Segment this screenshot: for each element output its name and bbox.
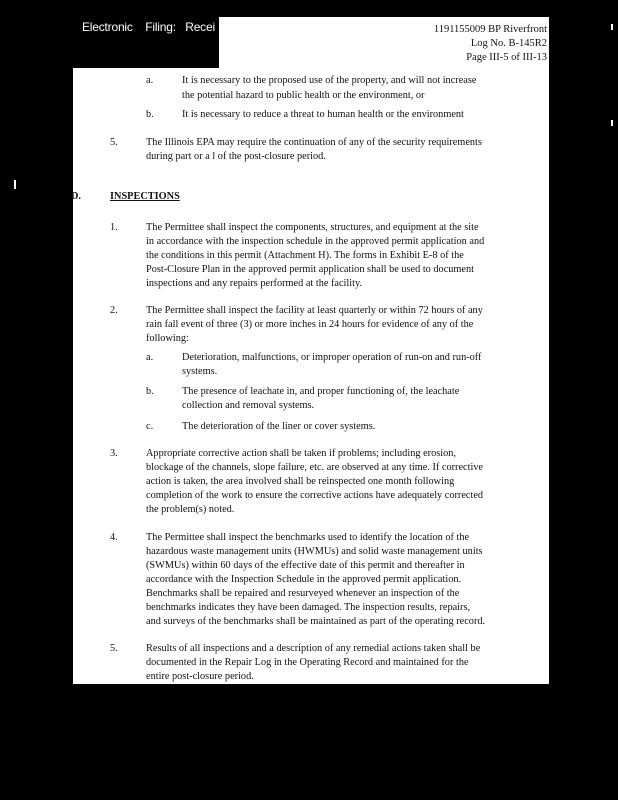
text-line: inspections and any repairs performed at the facility.: [146, 278, 363, 289]
text-line: action is taken, the area involved shall be reinspected one month following: [146, 476, 455, 487]
text-line: completion of the work to ensure the corrective actions have adequately corrected: [146, 490, 484, 501]
item-label: a.: [146, 75, 154, 86]
text-line: The Permittee shall inspect the benchmarks used to identify the location of the: [146, 532, 470, 543]
document-page: [73, 68, 549, 684]
text-line: Benchmarks shall be repaired and resurveyed whenever an inspection of the: [146, 588, 460, 599]
text-line: hazardous waste management units (HWMUs) and solid waste management units: [146, 546, 483, 557]
text-line: Post-Closure Plan in the approved permit application shall be used to document: [146, 264, 475, 275]
text-line: collection and removal systems.: [182, 400, 315, 411]
text-line: The Permittee shall inspect the components, structures, and equipment at the site: [146, 222, 479, 233]
text-line: accordance with the Inspection Schedule in the approved permit application.: [146, 574, 462, 585]
scan-speck: [611, 24, 613, 30]
section-label: D.: [71, 191, 82, 202]
item-label: a.: [146, 352, 154, 363]
text-line: benchmarks indicates they have been damaged. The inspection results, repairs,: [146, 602, 471, 613]
header-line: 1191155009 BP Riverfront: [433, 24, 547, 35]
header-block: [219, 17, 549, 75]
filing-banner: Electronic Filing: Recei: [82, 20, 215, 34]
text-line: in accordance with the inspection schedule in the approved permit application and: [146, 236, 485, 247]
text-line: following:: [146, 333, 189, 344]
text-line: Appropriate corrective action shall be taken if problems; including erosion,: [146, 448, 456, 459]
text-line: (SWMUs) within 60 days of the effective date of this permit and thereafter in: [146, 560, 465, 571]
text-line: the problem(s) noted.: [146, 504, 235, 515]
item-label: 4.: [110, 532, 118, 543]
item-label: b.: [146, 386, 154, 397]
item-label: 1.: [110, 222, 118, 233]
text-line: Results of all inspections and a description of any remedial actions taken shall be: [146, 643, 481, 654]
text-line: The presence of leachate in, and proper functioning of, the leachate: [182, 386, 460, 397]
item-label: 5.: [110, 137, 118, 148]
section-title: INSPECTIONS: [110, 191, 180, 202]
item-label: c.: [146, 421, 154, 432]
text-line: and surveys of the benchmarks shall be maintained as part of the operating record.: [146, 616, 486, 627]
text-line: It is necessary to reduce a threat to human health or the environment: [182, 109, 464, 120]
item-label: 2.: [110, 305, 118, 316]
scan-speck: [14, 180, 16, 189]
scan-speck: [611, 120, 613, 126]
text-line: during part or a l of the post-closure period.: [146, 151, 326, 162]
item-label: b.: [146, 109, 154, 120]
header-line: Page III-5 of III-13: [466, 52, 547, 63]
text-line: The Permittee shall inspect the facility at least quarterly or within 72 hours of any: [146, 305, 483, 316]
header-line: Log No. B-145R2: [470, 38, 547, 49]
text-line: entire post-closure period.: [146, 671, 254, 682]
text-line: the conditions in this permit (Attachment H). The forms in Exhibit E-8 of the: [146, 250, 464, 261]
text-line: rain fall event of three (3) or more inches in 24 hours for evidence of any of the: [146, 319, 474, 330]
text-line: blockage of the channels, slope failure, etc. are observed at any time. If corrective: [146, 462, 484, 473]
text-line: The Illinois EPA may require the continuation of any of the security requirements: [146, 137, 482, 148]
item-label: 3.: [110, 448, 118, 459]
text-line: Deterioration, malfunctions, or improper operation of run-on and run-off: [182, 352, 482, 363]
text-line: the potential hazard to public health or the environment, or: [182, 90, 425, 101]
text-line: systems.: [182, 366, 218, 377]
item-label: 5.: [110, 643, 118, 654]
text-line: documented in the Repair Log in the Operating Record and maintained for the: [146, 657, 469, 668]
text-line: The deterioration of the liner or cover systems.: [182, 421, 376, 432]
text-line: It is necessary to the proposed use of the property, and will not increase: [182, 75, 477, 86]
